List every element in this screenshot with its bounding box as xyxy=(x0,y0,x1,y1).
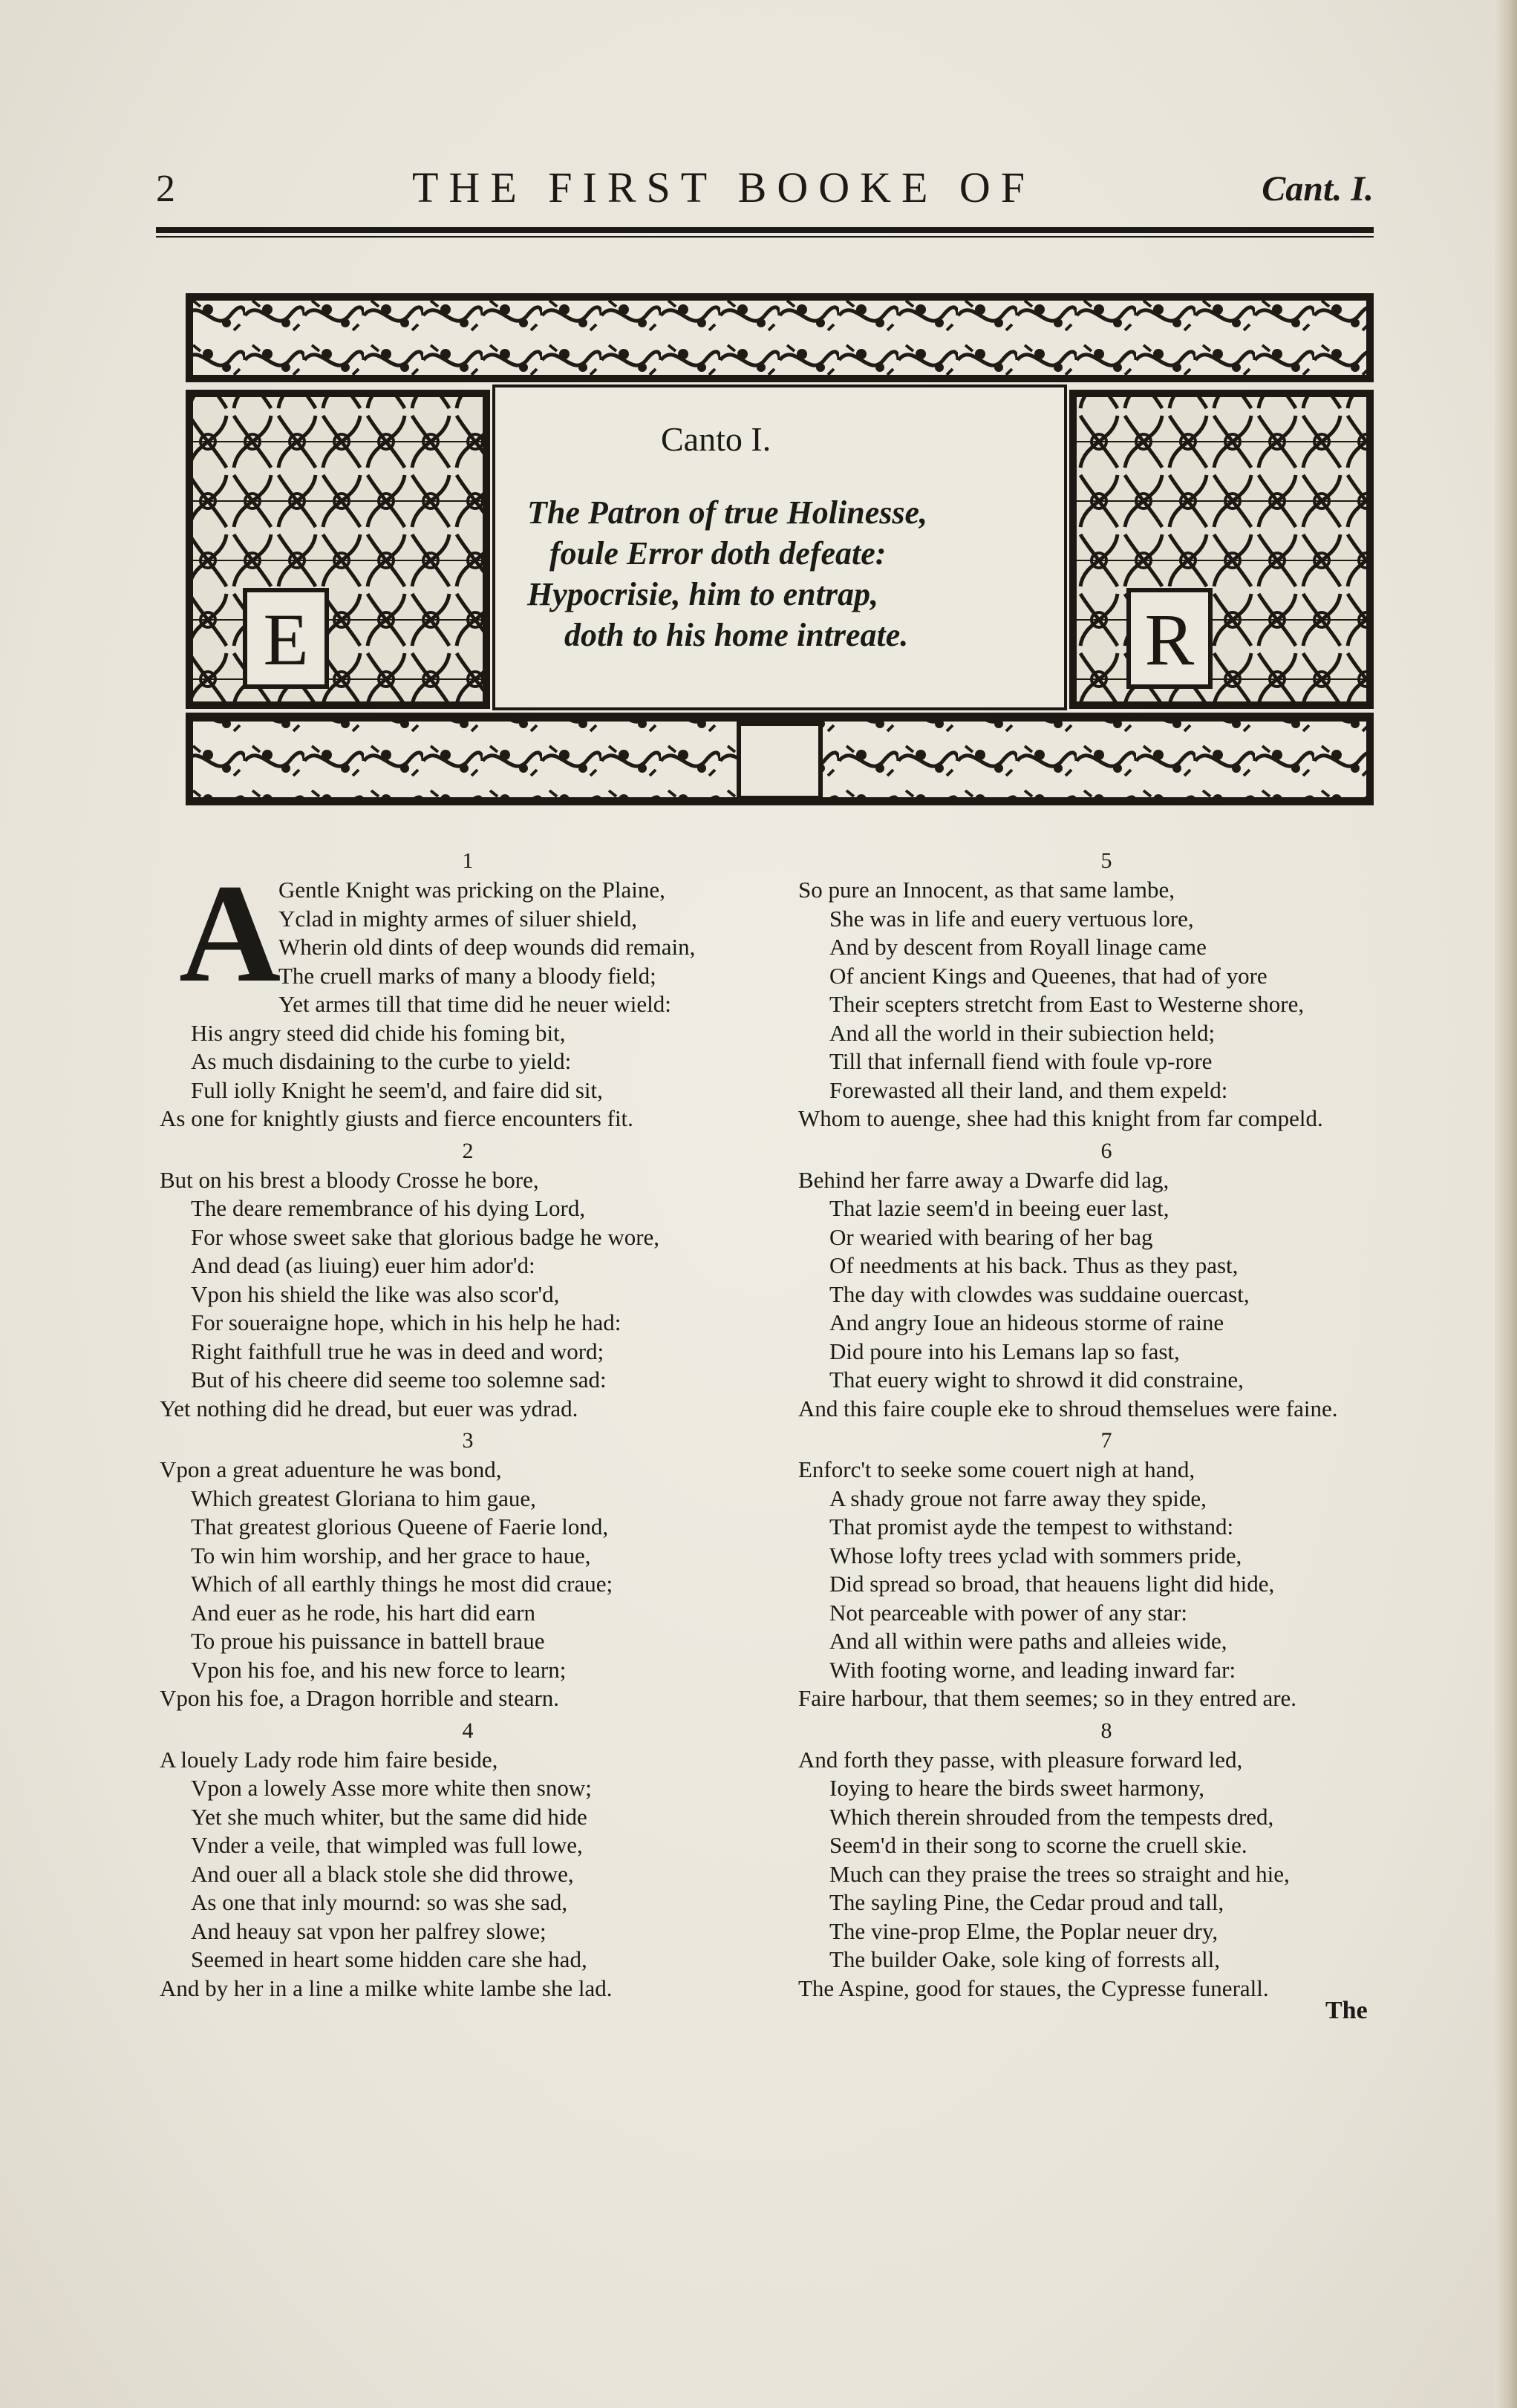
verse-line: Faire harbour, that them seemes; so in they entred are. xyxy=(798,1685,1297,1711)
verse-line: And this faire couple eke to shroud themselues were faine. xyxy=(798,1395,1338,1421)
stanza-number: 7 xyxy=(1100,1428,1112,1453)
verse-line: Ioying to heare the birds sweet harmony, xyxy=(829,1775,1205,1801)
stanza xyxy=(160,846,776,1133)
verse-line: That lazie seem'd in beeing euer last, xyxy=(829,1195,1169,1221)
verse-line: But of his cheere did seeme too solemne sad: xyxy=(191,1367,607,1393)
verse-line: Did poure into his Lemans lap so fast, xyxy=(829,1338,1180,1364)
verse-line: Of ancient Kings and Queenes, that had of yore xyxy=(829,962,1268,989)
verse-line: And all within were paths and alleies wide, xyxy=(829,1628,1227,1654)
verse-line: And all the world in their subiection held; xyxy=(829,1019,1216,1046)
verse-line: The cruell marks of many a bloody field; xyxy=(278,962,656,989)
verse-line: Which of all earthly things he most did craue; xyxy=(191,1571,613,1597)
right-column xyxy=(798,846,1415,2006)
verse-line: Not pearceable with power of any star: xyxy=(829,1599,1188,1626)
verse-line: Of needments at his back. Thus as they past, xyxy=(829,1252,1239,1278)
svg-text:R: R xyxy=(1144,598,1195,681)
verse-line: As much disdaining to the curbe to yield: xyxy=(191,1048,572,1074)
verse-line: Yet she much whiter, but the same did hide xyxy=(191,1803,587,1830)
book-title: THE FIRST BOOKE OF xyxy=(412,163,1036,212)
page-number: 2 xyxy=(156,168,175,210)
stanza xyxy=(798,1716,1415,2003)
verse-line: Vpon a great aduenture he was bond, xyxy=(160,1456,502,1482)
verse-line: A shady groue not farre away they spide, xyxy=(829,1485,1207,1511)
verse-line: And by descent from Royall linage came xyxy=(829,934,1207,960)
verse-line: The sayling Pine, the Cedar proud and tall, xyxy=(829,1889,1224,1915)
verse-line: As one for knightly giusts and fierce encounters fit. xyxy=(160,1105,633,1131)
stanza-number: 1 xyxy=(462,848,474,873)
page-edge xyxy=(1495,0,1517,2408)
stanza xyxy=(160,1136,776,1424)
drop-cap: A xyxy=(179,856,281,1012)
canto-heading-box xyxy=(497,390,1062,701)
stanza xyxy=(798,1136,1415,1424)
verse-line: And ouer all a black stole she did throwe, xyxy=(191,1860,574,1887)
stanza xyxy=(160,1426,776,1713)
verse-line: And dead (as liuing) euer him ador'd: xyxy=(191,1252,535,1278)
verse-line: The builder Oake, sole king of forrests all, xyxy=(829,1946,1220,1972)
catchword: The xyxy=(1325,1997,1368,2024)
verse-line: Vpon his foe, a Dragon horrible and stearn. xyxy=(160,1685,560,1711)
verse-line: Yclad in mighty armes of siluer shield, xyxy=(278,905,637,932)
verse-line: And angry Ioue an hideous storme of raine xyxy=(829,1309,1224,1335)
stanza-number: 6 xyxy=(1100,1138,1112,1163)
running-head xyxy=(149,160,1381,219)
verse-line: His angry steed did chide his foming bit, xyxy=(191,1019,566,1046)
verse-line: A louely Lady rode him faire beside, xyxy=(160,1746,498,1773)
verse-line: Vpon his shield the like was also scor'd, xyxy=(191,1280,560,1307)
verse-line: The day with clowdes was suddaine ouercast, xyxy=(829,1280,1250,1307)
verse-line: Behind her farre away a Dwarfe did lag, xyxy=(798,1166,1169,1193)
verse-line: For whose sweet sake that glorious badge he wore, xyxy=(191,1223,660,1250)
verse-line: As one that inly mournd: so was she sad, xyxy=(191,1889,568,1915)
svg-text:E: E xyxy=(263,598,309,681)
verse-line: Seem'd in their song to scorne the cruell skie. xyxy=(829,1832,1247,1858)
stanza-number: 4 xyxy=(462,1718,474,1743)
argument-line: The Patron of true Holinesse, xyxy=(527,494,928,531)
verse-line: Vpon a lowely Asse more white then snow; xyxy=(191,1775,592,1801)
verse-line: The vine-prop Elme, the Poplar neuer dry, xyxy=(829,1917,1219,1944)
verse-line: To proue his puissance in battell braue xyxy=(191,1628,545,1654)
stanza xyxy=(798,846,1415,1133)
head-rule xyxy=(156,227,1374,233)
verse-line: With footing worne, and leading inward far: xyxy=(829,1656,1236,1683)
left-column xyxy=(160,846,776,2006)
verse-line: Wherin old dints of deep wounds did remain, xyxy=(278,934,696,960)
verse-line: Yet nothing did he dread, but euer was ydrad. xyxy=(160,1395,578,1421)
verse-line: Right faithfull true he was in deed and word; xyxy=(191,1338,604,1364)
verse-line: Whose lofty trees yclad with sommers pride, xyxy=(829,1542,1242,1568)
verse-line: Till that infernall fiend with foule vp-rore xyxy=(829,1048,1213,1074)
argument-line: foule Error doth defeate: xyxy=(549,535,887,572)
verse-line: The Aspine, good for staues, the Cypresse funerall. xyxy=(798,1975,1269,2001)
verse-line: She was in life and euery vertuous lore, xyxy=(829,905,1194,932)
verse-line: And by her in a line a milke white lambe she lad. xyxy=(160,1975,613,2001)
verse-line: Vnder a veile, that wimpled was full lowe, xyxy=(191,1832,583,1858)
stanza-number: 3 xyxy=(462,1428,474,1453)
verse-line: That promist ayde the tempest to withstand: xyxy=(829,1514,1234,1540)
verse-line: Did spread so broad, that heauens light did hide, xyxy=(829,1571,1275,1597)
canto-label: Cant. I. xyxy=(1262,169,1374,209)
argument-line: doth to his home intreate. xyxy=(564,617,909,653)
verse-line: Forewasted all their land, and them expeld: xyxy=(829,1076,1228,1103)
verse-line: Gentle Knight was pricking on the Plaine, xyxy=(278,877,665,903)
verse-line: That greatest glorious Queene of Faerie lond, xyxy=(191,1514,609,1540)
verse-line: The deare remembrance of his dying Lord, xyxy=(191,1195,586,1221)
verse-line: To win him worship, and her grace to haue, xyxy=(191,1542,591,1568)
head-rule-thin xyxy=(156,236,1374,238)
verse-line: Which therein shrouded from the tempests dred, xyxy=(829,1803,1274,1830)
verse-line: Their scepters stretcht from East to Westerne shore, xyxy=(829,991,1305,1017)
verse-line: Enforc't to seeke some couert nigh at hand, xyxy=(798,1456,1195,1482)
verse-line: Much can they praise the trees so straight and hie, xyxy=(829,1860,1290,1887)
verse-line: But on his brest a bloody Crosse he bore, xyxy=(160,1166,539,1193)
verse-line: And forth they passe, with pleasure forward led, xyxy=(798,1746,1243,1773)
verse-line: Vpon his foe, and his new force to learn; xyxy=(191,1656,567,1683)
verse-line: And heauy sat vpon her palfrey slowe; xyxy=(191,1917,547,1944)
verse-line: That euery wight to shrowd it did constraine, xyxy=(829,1367,1244,1393)
stanza-number: 2 xyxy=(462,1138,474,1163)
canto-title: Canto I. xyxy=(661,420,771,458)
verse-line: Full iolly Knight he seem'd, and faire did sit, xyxy=(191,1076,603,1103)
ornamental-woodcut-frame xyxy=(186,293,1374,805)
verse-line: For soueraigne hope, which in his help he had: xyxy=(191,1309,622,1335)
stanza xyxy=(798,1426,1415,1713)
verse-line: Which greatest Gloriana to him gaue, xyxy=(191,1485,536,1511)
verse-line: Seemed in heart some hidden care she had, xyxy=(191,1946,587,1972)
stanza xyxy=(160,1716,776,2003)
argument-line: Hypocrisie, him to entrap, xyxy=(527,576,878,612)
stanza-number: 8 xyxy=(1100,1718,1112,1743)
verse-line: So pure an Innocent, as that same lambe, xyxy=(798,877,1175,903)
verse-line: Or wearied with bearing of her bag xyxy=(829,1223,1153,1250)
verse-line: And euer as he rode, his hart did earn xyxy=(191,1599,535,1626)
verse-line: Yet armes till that time did he neuer wield: xyxy=(278,991,671,1017)
stanza-number: 5 xyxy=(1100,848,1112,873)
verse-line: Whom to auenge, shee had this knight from far compeld. xyxy=(798,1105,1323,1131)
